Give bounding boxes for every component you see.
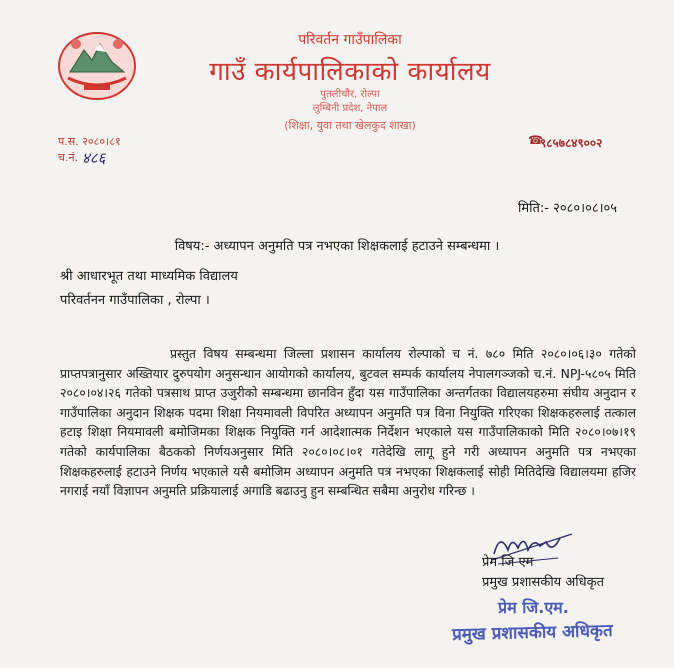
signatory-name: प्रेम जि एम bbox=[482, 555, 534, 570]
section-line: (शिक्षा, युवा तथा खेलकुद शाखा) bbox=[284, 119, 416, 132]
subject-line: विषय:- अध्यापन अनुमति पत्र नभएका शिक्षकलाई हटाउने सम्बन्धमा । bbox=[174, 239, 500, 254]
stamp-title: प्रमुख प्रशासकीय अधिकृत bbox=[451, 620, 613, 646]
nepal-emblem-logo bbox=[54, 28, 140, 104]
reference-number: प.स. २०८०।८१ bbox=[58, 135, 121, 148]
phone-icon: ☎ bbox=[528, 133, 543, 147]
address-line: पुतलीचौर, रोल्पा bbox=[320, 89, 380, 100]
province-line: लुम्बिनी प्रदेश, नेपाल bbox=[312, 103, 388, 114]
letter-date: मिति:- २०८०।०८।०५ bbox=[518, 201, 618, 216]
addressee-line-1: श्री आधारभूत तथा माध्यमिक विद्यालय bbox=[60, 269, 238, 284]
dispatch-label: च.नं. bbox=[58, 151, 79, 164]
office-title: गाउँ कार्यपालिकाको कार्यालय bbox=[209, 57, 491, 87]
dispatch-number: ४८६ bbox=[82, 149, 106, 167]
addressee-line-2: परिवर्तनन गाउँपालिका , रोल्पा । bbox=[60, 293, 210, 308]
signatory-title: प्रमुख प्रशासकीय अधिकृत bbox=[482, 575, 605, 590]
phone-number: ९८५७८४९००२ bbox=[540, 136, 603, 150]
municipality-name: परिवर्तन गाउँपालिका bbox=[298, 32, 402, 48]
stamp-name: प्रेम जि.एम. bbox=[498, 598, 569, 617]
letter-body: प्रस्तुत विषय सम्बन्धमा जिल्ला प्रशासन कार्यालय रोल्पाको च नं. ७८० मिति २०८०।०६।३० गतेको प्राप्तपत्रानुसार अख्तियार दुरुपयोग अनुसन्धान आयोगको कार्यालय, बुटवल सम्पर्क कार्यालय नेपालगञ्जको च.नं. NPJ-५८०५ मिति २०८०।०४।२६ गतेको पत्रसाथ प्राप्त उजुरीको सम्बन्धमा छानविन हुँदा यस गाउँपालिका अन्तर्गतका विद्यालयहरुमा संघीय अनुदान र गाउँपालिका अनुदान शिक्षक पदमा शिक्षा नियमावली विपरित अध्यापन अनुमति पत्र विना नियुक्ति गरिएका शिक्षकहरुलाई तत्काल हटाइ शिक्षा नियमावली बमोजिमका शिक्षक नियुक्ति गर्न आदेशात्मक निर्देशन भएकाले यस गाउँपालिकाको मिति २०८०।०७।१९ गतेको कार्यपालिका बैठकको निर्णयअनुसार मिति २०८०।०८।०१ गतेदेखि लागू हुने गरी अध्यापन अनुमति पत्र नभएका शिक्षकहरुलाई हटाउने निर्णय भएकाले यसै बमोजिम अध्यापन अनुमति पत्र नभएका शिक्षकलाई सोही मितिदेखि विद्यालयमा हजिर नगराई नयाँ विज्ञापन अनुमति प्रक्रियालाई अगाडि बढाउनु हुन सम्बन्धित सबैमा अनुरोध गरिन्छ । bbox=[60, 346, 636, 499]
